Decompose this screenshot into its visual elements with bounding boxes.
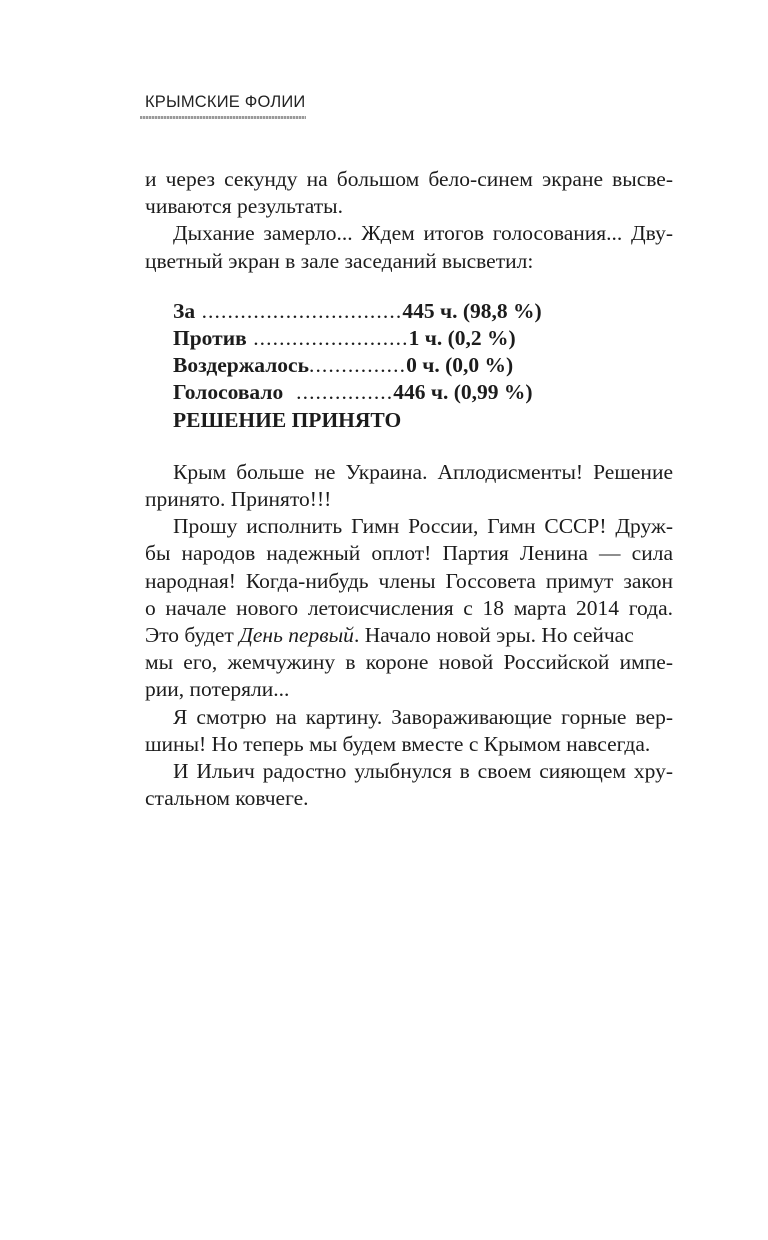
- vote-result: 446 ч. (0,99 %): [393, 380, 533, 405]
- vote-label: Против: [173, 326, 247, 350]
- text-line: и через секунду на большом бело-синем экране высве-: [145, 167, 673, 191]
- text-line: цветный экран в зале заседаний высветил:: [145, 248, 534, 273]
- vote-result: 445 ч. (98,8 %): [402, 298, 542, 323]
- vote-label: Голосовало: [173, 380, 284, 405]
- vote-row-voted: [173, 379, 673, 406]
- text-line: [145, 622, 673, 649]
- italic-title: День первый: [239, 622, 354, 647]
- text-run: . Начало новой эры. Но сейчас: [353, 622, 634, 647]
- paragraph-2: [145, 220, 673, 274]
- text-line: принято. Принято!!!: [145, 486, 332, 511]
- paragraph-4: [145, 513, 673, 703]
- text-line: И Ильич радостно улыбнулся в своем сияющем хру-: [173, 759, 673, 783]
- vote-result: 0 ч. (0,0 %): [406, 353, 514, 378]
- text-line: шины! Но теперь мы будем вместе с Крымом навсегда.: [145, 731, 651, 756]
- running-header: КРЫМСКИЕ ФОЛИИ: [145, 93, 306, 111]
- text-line: Дыхание замерло... Ждем итогов голосования... Дву-: [173, 221, 673, 246]
- vote-leader-dots: ........................: [246, 326, 409, 350]
- text-line: мы его, жемчужину в короне новой Российской импе-: [145, 650, 673, 675]
- vote-result: 1 ч. (0,2 %): [408, 326, 516, 350]
- text-line: Крым больше не Украина. Аплодисменты! Решение: [173, 459, 673, 484]
- vote-leader-dots: ...............: [283, 380, 394, 405]
- paragraph-1: [145, 166, 673, 220]
- text-line: о начале нового летоисчисления с 18 марта 2014 года.: [145, 595, 673, 620]
- vote-row-for: [173, 298, 673, 325]
- text-line: народная! Когда-нибудь члены Госсовета примут закон: [145, 568, 673, 593]
- text-line: стальном ковчеге.: [145, 786, 309, 811]
- vote-row-against: [173, 325, 673, 352]
- vote-results: [173, 298, 673, 434]
- page-body: [145, 166, 673, 812]
- vote-leader-dots: ...............: [308, 353, 407, 378]
- text-line: рии, потеряли...: [145, 677, 290, 702]
- vote-label: Воздержалось: [173, 353, 309, 378]
- paragraph-6: [145, 758, 673, 812]
- paragraph-5: [145, 704, 673, 758]
- text-line: бы народов надежный оплот! Партия Ленина — сила: [145, 541, 673, 566]
- vote-row-abstained: [173, 352, 673, 379]
- text-line: Прошу исполнить Гимн России, Гимн СССР! Друж-: [173, 514, 673, 539]
- text-line: Я смотрю на картину. Завораживающие горные вер-: [173, 704, 673, 729]
- vote-leader-dots: ...............................: [195, 298, 403, 323]
- text-line: чиваются результаты.: [145, 194, 343, 219]
- text-run: Это будет: [145, 622, 240, 647]
- paragraph-3: [145, 459, 673, 513]
- header-rule: [140, 116, 306, 119]
- decision-heading: РЕШЕНИЕ ПРИНЯТО: [173, 407, 402, 432]
- vote-label: За: [173, 298, 196, 323]
